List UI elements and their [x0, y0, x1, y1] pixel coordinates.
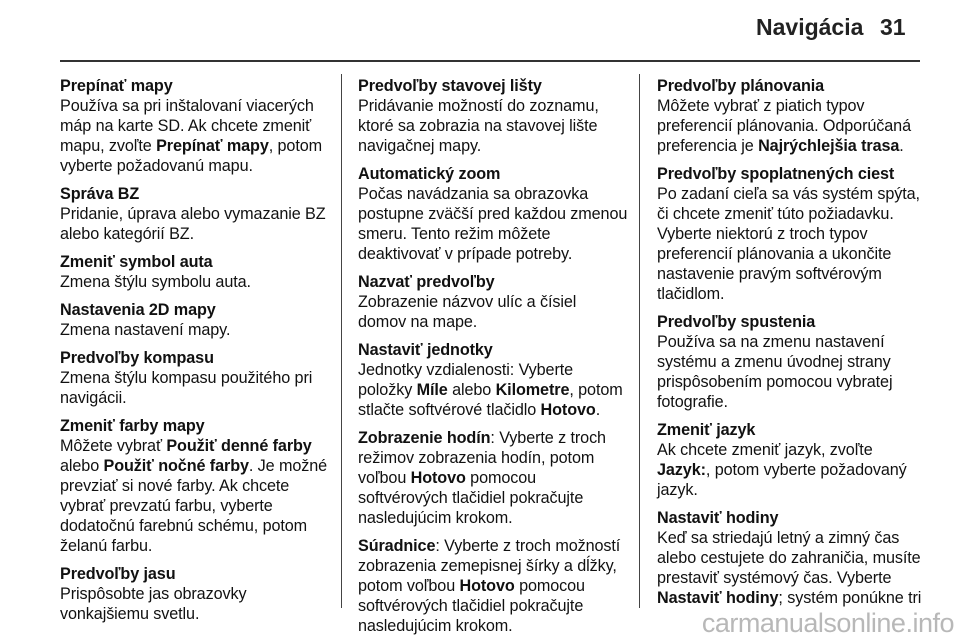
section-heading: Predvoľby stavovej lišty [358, 77, 542, 95]
page-number: 31 [880, 14, 906, 40]
section-heading: Správa BZ [60, 185, 140, 203]
section-set-units [358, 340, 628, 636]
section-2d-map-settings [60, 300, 330, 340]
column-1 [60, 76, 330, 632]
body-text: , potom vyberte požadovanú mapu. [60, 137, 323, 175]
section-heading: Predvoľby plánovania [657, 77, 825, 95]
section-body [657, 96, 929, 156]
section-body: Prispôsobte jas obrazovky vonkajšiemu svetlu. [60, 585, 247, 623]
page-title: Navigácia [756, 14, 864, 40]
column-divider-1 [341, 74, 342, 608]
section-poi-management [60, 184, 330, 244]
body-text: Ak chcete zmeniť jazyk, zvoľte [657, 441, 873, 459]
section-brightness-preferences [60, 564, 330, 624]
body-text: : Vyberte z troch možností zobrazenia zemepisnej šírky a dĺžky, potom voľbou [358, 537, 621, 595]
header-divider [60, 60, 920, 62]
body-bold: Nastaviť hodiny [657, 589, 779, 607]
body-text: Keď sa striedajú letný a zimný čas alebo cestujete do zahraničia, musíte prestaviť systémový čas. Vyberte [657, 529, 921, 587]
section-set-clock [657, 508, 929, 608]
body-text: , potom stlačte softvérové tlačidlo [358, 381, 623, 419]
section-heading: Predvoľby jasu [60, 565, 176, 583]
body-text: alebo [60, 457, 104, 475]
body-text: alebo [447, 381, 496, 399]
section-map-colors [60, 416, 330, 556]
body-text: pomocou softvérových tlačidiel pokračujte nasledujúcim krokom. [358, 469, 584, 527]
section-body [657, 528, 929, 608]
body-text: Používa sa pri inštalovaní viacerých máp na karte SD. Ak chcete zmeniť mapu, zvoľte [60, 97, 314, 155]
section-heading: Automatický zoom [358, 165, 501, 183]
section-heading: Zmeniť jazyk [657, 421, 756, 439]
section-startup-preferences [657, 312, 929, 412]
section-heading: Predvoľby kompasu [60, 349, 214, 367]
section-auto-zoom [358, 164, 628, 264]
section-body: Pridanie, úprava alebo vymazanie BZ alebo kategórií BZ. [60, 205, 326, 243]
body-text: Jednotky vzdialenosti: Vyberte položky [358, 361, 574, 399]
section-body [657, 440, 929, 500]
section-planning-preferences [657, 76, 929, 156]
clock-display-paragraph [358, 428, 628, 528]
section-heading: Zmeniť symbol auta [60, 253, 213, 271]
section-heading: Nastavenia 2D mapy [60, 301, 216, 319]
section-body: Zmena nastavení mapy. [60, 321, 231, 339]
body-bold: Použiť denné farby [166, 437, 312, 455]
section-toll-road-preferences [657, 164, 929, 304]
section-body: Počas navádzania sa obrazovka postupne zväčší pred každou zmenou smeru. Tento režim môžete deaktivovať v prípade potreby. [358, 185, 628, 263]
section-body [60, 436, 330, 556]
body-bold: Prepínať mapy [156, 137, 269, 155]
body-bold: Hotovo [459, 577, 515, 595]
section-body: Zobrazenie názvov ulíc a čísiel domov na mape. [358, 293, 577, 331]
column-divider-2 [639, 74, 640, 608]
section-body [60, 96, 330, 176]
body-text: , potom vyberte požadovaný jazyk. [657, 461, 907, 499]
body-bold: Hotovo [410, 469, 466, 487]
section-switch-maps [60, 76, 330, 176]
page-header [0, 0, 960, 60]
section-heading: Predvoľby spoplatnených ciest [657, 165, 895, 183]
section-label-preferences [358, 272, 628, 332]
section-heading: Nastaviť jednotky [358, 341, 493, 359]
section-body [358, 360, 628, 420]
body-text: ; systém ponúkne tri [778, 589, 922, 607]
body-bold: Míle [416, 381, 448, 399]
section-body: Zmena štýlu symbolu auta. [60, 273, 251, 291]
watermark-text: carmanualsonline.info [701, 608, 954, 638]
body-bold: Použiť nočné farby [103, 457, 249, 475]
body-bold: Najrýchlejšia trasa [758, 137, 900, 155]
section-heading: Nazvať predvoľby [358, 273, 495, 291]
section-change-language [657, 420, 929, 500]
body-bold: Jazyk: [657, 461, 706, 479]
section-status-bar-preferences [358, 76, 628, 156]
body-text: Môžete vybrať z piatich typov preferencií plánovania. Odporúčaná preferencia je [657, 97, 911, 155]
section-body: Používa sa na zmenu nastavení systému a zmenu úvodnej strany prispôsobením pomocou vybratej fotografie. [657, 333, 893, 411]
section-heading: Prepínať mapy [60, 77, 173, 95]
body-bold: Zobrazenie hodín [358, 429, 491, 447]
section-body: Pridávanie možností do zoznamu, ktoré sa zobrazia na stavovej lište navigačnej mapy. [358, 97, 599, 155]
section-heading: Predvoľby spustenia [657, 313, 816, 331]
body-text: . [595, 401, 601, 419]
body-text: . Je možné prevziať si nové farby. Ak chcete vybrať prevzatú farbu, vyberte dodatočnú farebnú schému, potom želanú farbu. [60, 457, 328, 555]
section-heading: Nastaviť hodiny [657, 509, 779, 527]
section-car-symbol [60, 252, 330, 292]
section-compass-preferences [60, 348, 330, 408]
body-text: pomocou softvérových tlačidiel pokračujte nasledujúcim krokom. [358, 577, 585, 635]
section-heading: Zmeniť farby mapy [60, 417, 205, 435]
column-3 [657, 76, 929, 616]
body-text: . [899, 137, 904, 155]
body-bold: Hotovo [540, 401, 596, 419]
column-2 [358, 76, 628, 644]
section-body: Zmena štýlu kompasu použitého pri navigácii. [60, 369, 313, 407]
body-text: Môžete vybrať [60, 437, 167, 455]
body-text: : Vyberte z troch režimov zobrazenia hodín, potom voľbou [358, 429, 606, 487]
coordinates-paragraph [358, 536, 628, 636]
section-body: Po zadaní cieľa sa vás systém spýta, či chcete zmeniť túto požiadavku. Vyberte niektorú z troch typov preferencií plánovania a ukončite nastavenie pravým softvérovým tlačidlom. [657, 185, 920, 303]
body-bold: Kilometre [495, 381, 570, 399]
body-bold: Súradnice [358, 537, 436, 555]
